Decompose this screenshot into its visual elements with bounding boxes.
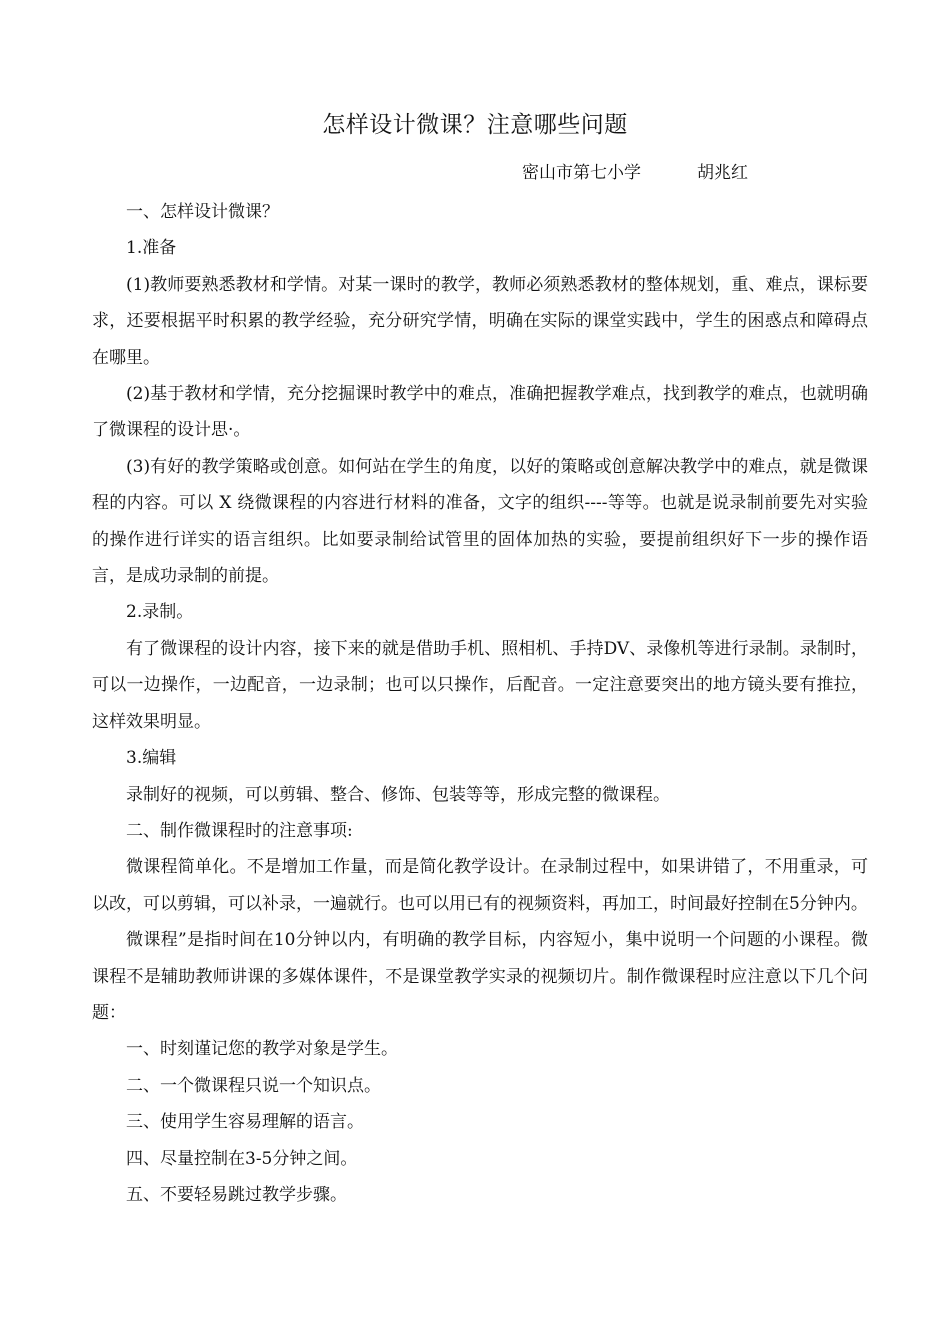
subheading-edit: 3.编辑 [126, 748, 177, 769]
section-heading-notes: 二、制作微课程时的注意事项: [126, 820, 353, 841]
page-title: 怎样设计微课？注意哪些问题 [322, 112, 628, 138]
author-name: 胡兆红 [697, 163, 748, 183]
list-item-3: 三、使用学生容易理解的语言。 [126, 1112, 364, 1133]
paragraph-prepare-3: (3)有好的教学策略或创意。如何站在学生的角度，以好的策略或创意解决教学中的难点，就是微课程的内容。可以 X 绕微课程的内容进行材料的准备，文字的组织----等等。也就是说录制前要先对实验的操作进行详实的语言组织。比如要录制给试管里的固体加热的实验，要提前组织好下一步的操作语言，是成功录制的前提。 [92, 456, 868, 587]
list-item-4: 四、尽量控制在3-5分钟之间。 [126, 1148, 358, 1169]
list-item-1: 一、时刻谨记您的教学对象是学生。 [126, 1039, 398, 1060]
paragraph-simplify: 微课程简单化。不是增加工作量，而是简化教学设计。在录制过程中，如果讲错了，不用重录，可以改，可以剪辑，可以补录，一遍就行。也可以用已有的视频资料，再加工，时间最好控制在5分钟内。 [92, 857, 868, 914]
paragraph-prepare-2: (2)基于教材和学情，充分挖掘课时教学中的难点，准确把握教学难点，找到教学的难点，也就明确了微课程的设计思·。 [92, 384, 868, 441]
section-heading-design: 一、怎样设计微课？ [126, 202, 279, 222]
paragraph-definition: 微课程”是指时间在10分钟以内，有明确的教学目标，内容短小，集中说明一个问题的小课程。微课程不是辅助教师讲课的多媒体课件，不是课堂教学实录的视频切片。制作微课程时应注意以下几个问题： [92, 930, 868, 1023]
author-line [522, 160, 748, 186]
paragraph-prepare-1: (1)教师要熟悉教材和学情。对某一课时的教学，教师必须熟悉教材的整体规划，重、难点，课标要求，还要根据平时积累的教学经验，充分研究学情，明确在实际的课堂实践中，学生的困惑点和障碍点在哪里。 [92, 274, 868, 368]
paragraph-record: 有了微课程的设计内容，接下来的就是借助手机、照相机、手持DV、录像机等进行录制。录制时，可以一边操作，一边配音，一边录制；也可以只操作，后配音。一定注意要突出的地方镜头要有推拉，这样效果明显。 [92, 638, 868, 732]
subheading-record: 2.录制。 [126, 602, 194, 623]
list-item-5: 五、不要轻易跳过教学步骤。 [126, 1184, 347, 1205]
school-name: 密山市第七小学 [522, 163, 641, 183]
list-item-2: 二、一个微课程只说一个知识点。 [126, 1075, 381, 1096]
paragraph-edit: 录制好的视频，可以剪辑、整合、修饰、包装等等，形成完整的微课程。 [126, 784, 670, 805]
document-body [92, 194, 868, 1213]
subheading-prepare: 1.准备 [126, 238, 177, 259]
